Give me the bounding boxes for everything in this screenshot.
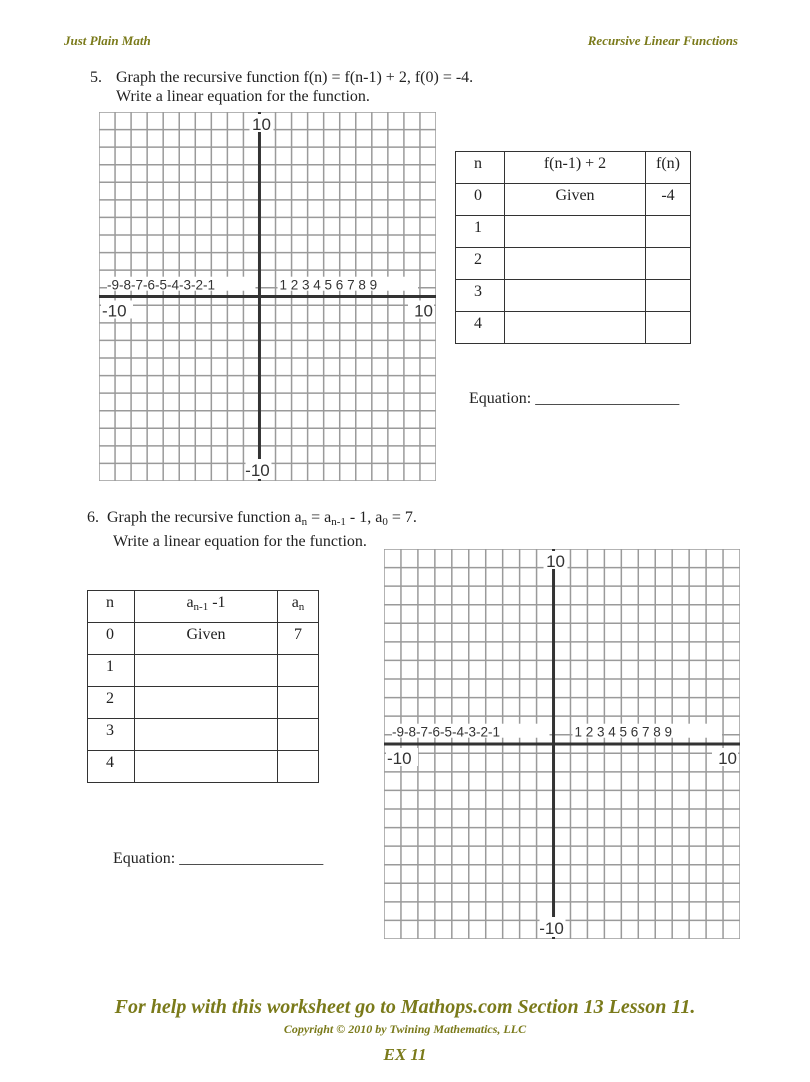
y-min-label: -10: [245, 461, 270, 480]
y-max-label: 10: [546, 552, 565, 571]
cell-formula: Given: [505, 184, 646, 216]
problem-6-number: 6.: [87, 509, 99, 526]
cell-formula[interactable]: [135, 751, 278, 783]
cell-n: 1: [456, 216, 505, 248]
table-row: [456, 216, 691, 248]
table-row: [88, 719, 319, 751]
table-row: [456, 184, 691, 216]
col-header-fn: f(n): [646, 152, 691, 184]
cell-value[interactable]: [278, 719, 319, 751]
cell-n: 1: [88, 655, 135, 687]
cell-n: 2: [456, 248, 505, 280]
cell-formula[interactable]: [505, 280, 646, 312]
table-row: [88, 623, 319, 655]
cell-formula[interactable]: [135, 687, 278, 719]
x-min-label: -10: [387, 749, 412, 768]
header-part: -1: [208, 594, 226, 611]
problem-6-line1-part: = 7.: [387, 509, 417, 526]
col-header-n: n: [456, 152, 505, 184]
table-row: [456, 280, 691, 312]
cell-n: 4: [88, 751, 135, 783]
cell-n: 2: [88, 687, 135, 719]
cell-n: 3: [456, 280, 505, 312]
footer-help: For help with this worksheet go to Mathops.com Section 13 Lesson 11.: [114, 996, 696, 1018]
x-positive-tick-labels: 1 2 3 4 5 6 7 8 9: [574, 724, 673, 740]
col-header-n: n: [88, 591, 135, 623]
equation-blank-6[interactable]: Equation: __________________: [113, 850, 324, 867]
header-part: n-1: [193, 601, 209, 613]
problem-6-line1-part: n: [301, 516, 308, 528]
cell-formula[interactable]: [135, 719, 278, 751]
table-row: [88, 687, 319, 719]
cell-value[interactable]: [278, 655, 319, 687]
cell-formula[interactable]: [505, 312, 646, 344]
problem-5-line1: Graph the recursive function f(n) = f(n-1) + 2, f(0) = -4.: [116, 69, 474, 86]
cell-value: -4: [646, 184, 691, 216]
cell-formula: Given: [135, 623, 278, 655]
header-part: a: [291, 594, 299, 611]
grid-svg[interactable]: [99, 112, 436, 481]
cell-n: 0: [88, 623, 135, 655]
cell-formula[interactable]: [505, 216, 646, 248]
problem-5-number: 5.: [90, 69, 102, 86]
table-problem-6: [87, 590, 319, 783]
table-row: [88, 751, 319, 783]
x-max-label: 10: [718, 749, 737, 768]
header-part: a: [186, 594, 194, 611]
table-row: [456, 248, 691, 280]
problem-6-line2: Write a linear equation for the function.: [113, 533, 367, 550]
x-negative-tick-labels: -9-8-7-6-5-4-3-2-1: [392, 724, 501, 740]
table-header-row: [88, 591, 319, 623]
problem-6-line1-part: = a: [307, 509, 332, 526]
problem-6-line1-part: Graph the recursive function a: [107, 509, 302, 526]
footer-copyright: Copyright © 2010 by Twining Mathematics, LLC: [283, 1022, 527, 1036]
y-min-label: -10: [539, 919, 564, 938]
table-row: [88, 655, 319, 687]
col-header-formula: f(n-1) + 2: [505, 152, 646, 184]
cell-value[interactable]: [646, 216, 691, 248]
cell-value[interactable]: [278, 687, 319, 719]
cell-n: 0: [456, 184, 505, 216]
cell-n: 4: [456, 312, 505, 344]
coordinate-grid-6[interactable]: [384, 549, 740, 939]
table-header-row: [456, 152, 691, 184]
cell-formula[interactable]: [505, 248, 646, 280]
problem-6-line1-part: - 1, a: [345, 509, 383, 526]
problem-5-line2: Write a linear equation for the function.: [116, 88, 370, 105]
cell-value[interactable]: [646, 312, 691, 344]
col-header-formula: [135, 591, 278, 623]
equation-blank-5[interactable]: Equation: __________________: [469, 390, 680, 407]
problem-5-text: [90, 68, 473, 106]
col-header-an: [278, 591, 319, 623]
y-max-label: 10: [252, 115, 271, 134]
problem-6-line1-part: n-1: [331, 516, 346, 528]
cell-n: 3: [88, 719, 135, 751]
header-right: Recursive Linear Functions: [587, 33, 738, 48]
table-row: [456, 312, 691, 344]
x-min-label: -10: [102, 301, 127, 321]
x-positive-tick-labels: 1 2 3 4 5 6 7 8 9: [279, 277, 378, 293]
cell-value[interactable]: [646, 248, 691, 280]
table-problem-5: [455, 151, 691, 344]
cell-value: 7: [278, 623, 319, 655]
footer-code: EX 11: [383, 1045, 427, 1064]
x-max-label: 10: [414, 301, 433, 321]
cell-value[interactable]: [646, 280, 691, 312]
problem-6-text: [87, 508, 417, 551]
coordinate-grid-5[interactable]: [99, 112, 436, 481]
x-negative-tick-labels: -9-8-7-6-5-4-3-2-1: [107, 277, 216, 293]
cell-value[interactable]: [278, 751, 319, 783]
header-left: Just Plain Math: [64, 33, 151, 48]
cell-formula[interactable]: [135, 655, 278, 687]
header-part: n: [298, 601, 305, 613]
problem-6-line1-part: 0: [382, 516, 388, 528]
grid-svg[interactable]: [384, 549, 740, 939]
